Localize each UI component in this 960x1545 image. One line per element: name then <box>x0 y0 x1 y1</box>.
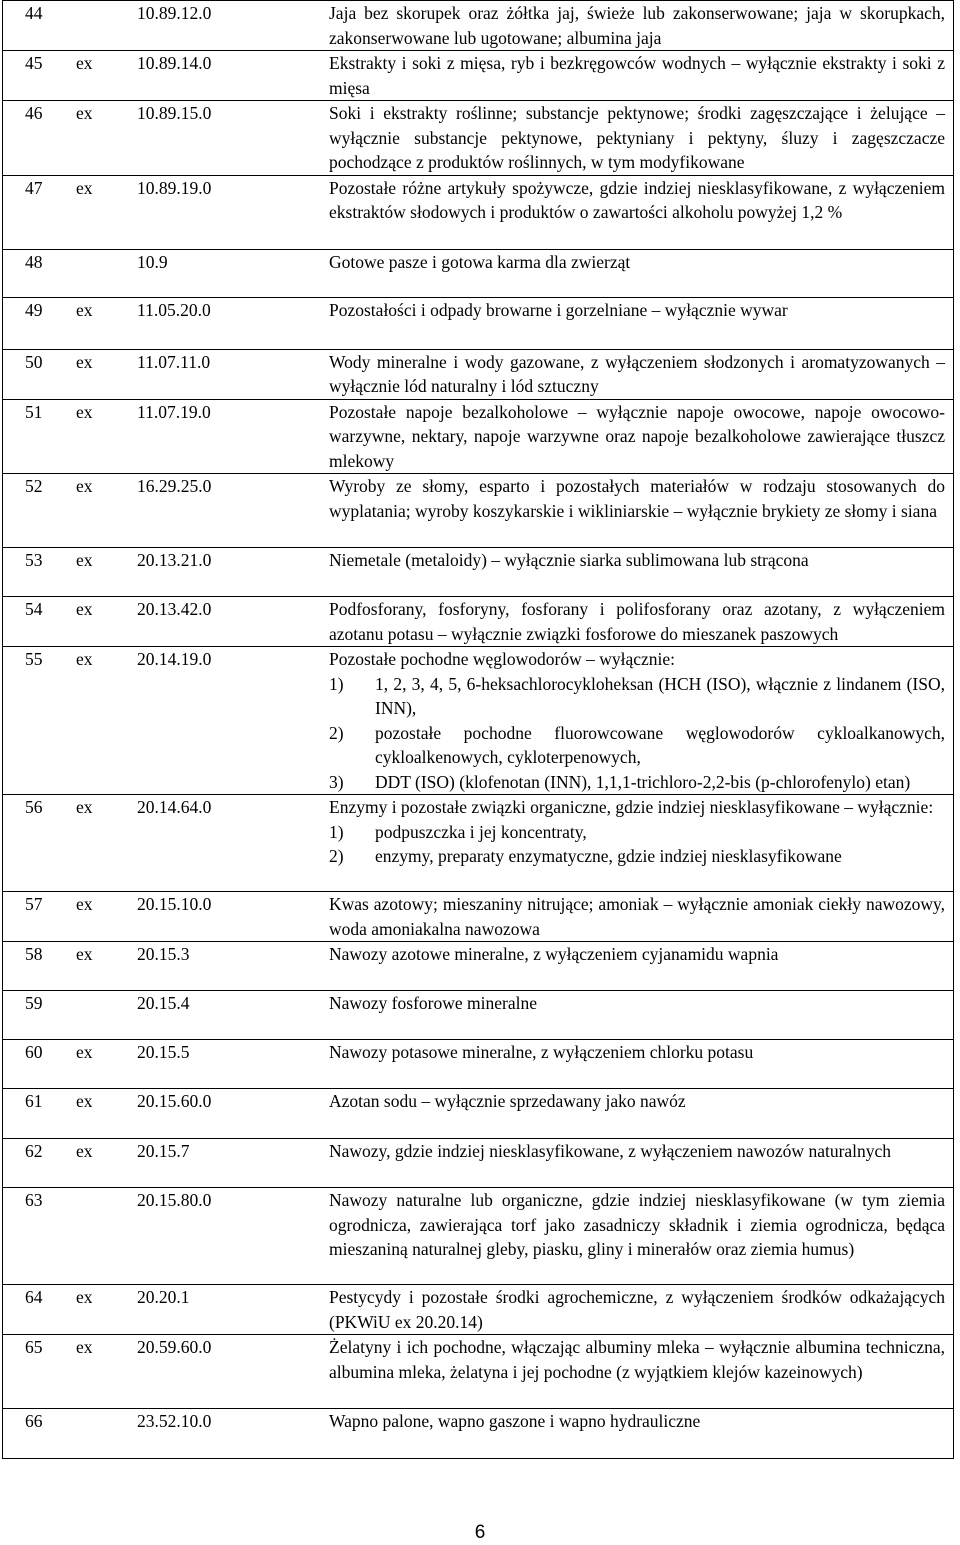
sub-item-text: pozostałe pochodne fluorowcowane węglowodorów cykloalkanowych, cykloalkenowych, cykloterpenowych, <box>375 722 945 767</box>
description-text: Ekstrakty i soki z mięsa, ryb i bezkręgowców wodnych – wyłącznie ekstrakty i soki z mięsa <box>329 53 945 98</box>
table-row <box>3 991 954 1040</box>
description-text: Pozostałe różne artykuły spożywcze, gdzie indziej niesklasyfikowane, z wyłączeniem ekstraktów słodowych i produktów o zawartości alkoholu powyżej 1,2 % <box>329 177 945 222</box>
table-row <box>3 297 954 349</box>
description-cell <box>313 647 954 795</box>
table-row <box>3 1040 954 1089</box>
ex-marker: ex <box>76 177 93 198</box>
row-number: 52 <box>25 476 43 496</box>
pkwiu-code: 20.15.60.0 <box>137 1091 212 1111</box>
table-row <box>3 175 954 249</box>
row-number: 47 <box>25 177 43 198</box>
table-row <box>3 647 954 795</box>
pkwiu-code: 11.05.20.0 <box>137 299 211 320</box>
ex-marker: ex <box>76 1091 93 1111</box>
pkwiu-code: 16.29.25.0 <box>137 476 212 496</box>
table-row <box>3 51 954 101</box>
sub-item-text: podpuszczka i jej koncentraty, <box>375 821 587 842</box>
description-text: Nawozy azotowe mineralne, z wyłączeniem cyjanamidu wapnia <box>329 944 779 964</box>
code-cell <box>3 1409 314 1459</box>
row-number: 50 <box>25 351 43 372</box>
sub-item-number: 1) <box>329 821 344 842</box>
ex-marker: ex <box>76 53 93 73</box>
ex-marker: ex <box>76 894 93 914</box>
code-cell <box>3 892 314 942</box>
code-cell <box>3 1040 314 1089</box>
description-cell <box>313 474 954 548</box>
description-cell <box>313 1089 954 1139</box>
description-cell <box>313 399 954 474</box>
goods-table <box>2 0 954 1459</box>
description-cell <box>313 548 954 597</box>
table-row <box>3 399 954 474</box>
description-text: Pozostałe pochodne węglowodorów – wyłącznie: <box>329 649 676 669</box>
pkwiu-code: 20.14.64.0 <box>137 797 212 817</box>
sub-item <box>329 844 945 869</box>
description-text: Nawozy, gdzie indziej niesklasyfikowane, z wyłączeniem nawozów naturalnych <box>329 1141 892 1161</box>
code-cell <box>3 1 314 51</box>
code-cell <box>3 1188 314 1285</box>
sub-item-text: DDT (ISO) (klofenotan (INN), 1,1,1-trichloro-2,2-bis (p-chlorofenylo) etan) <box>375 771 911 792</box>
description-cell <box>313 1 954 51</box>
row-number: 45 <box>25 53 43 73</box>
sub-item-text: 1, 2, 3, 4, 5, 6-heksachlorocykloheksan (HCH (ISO), włącznie z lindanem (ISO, INN), <box>375 673 945 718</box>
pkwiu-code: 20.20.1 <box>137 1287 190 1307</box>
ex-marker: ex <box>76 1337 93 1357</box>
ex-marker: ex <box>76 476 93 496</box>
description-text: Nawozy naturalne lub organiczne, gdzie indziej niesklasyfikowane (w tym ziemia ogrodnicza, zawierająca torf jako zasadniczy składnik i ziemia ogrodnicza, będąca mieszaniną naturalnej gleby, piasku, gliny i minerałów oraz ziemia humus) <box>329 1190 945 1259</box>
pkwiu-code: 11.07.11.0 <box>137 351 211 372</box>
code-cell <box>3 1139 314 1188</box>
code-cell <box>3 175 314 249</box>
sub-item-number: 3) <box>329 771 344 792</box>
ex-marker <box>76 1409 137 1434</box>
code-cell <box>3 249 314 297</box>
code-cell <box>3 51 314 101</box>
row-number: 44 <box>25 3 43 23</box>
ex-marker: ex <box>76 1141 93 1161</box>
table-row <box>3 1139 954 1188</box>
description-text: Wapno palone, wapno gaszone i wapno hydrauliczne <box>329 1411 701 1431</box>
description-text: Wyroby ze słomy, esparto i pozostałych materiałów w rodzaju stosowanych do wyplatania; wyroby koszykarskie i wikliniarskie – wyłącznie brykiety ze słomy i siana <box>329 476 945 521</box>
row-number: 59 <box>25 993 43 1013</box>
description-cell <box>313 1040 954 1089</box>
row-number: 65 <box>25 1337 43 1357</box>
description-cell <box>313 892 954 942</box>
description-cell <box>313 942 954 991</box>
sub-item-number: 2) <box>329 722 344 743</box>
description-cell <box>313 297 954 349</box>
table-row <box>3 892 954 942</box>
pkwiu-code: 20.15.3 <box>137 944 190 964</box>
code-cell <box>3 101 314 176</box>
description-text: Pestycydy i pozostałe środki agrochemiczne, z wyłączeniem środków odkażających (PKWiU ex 20.20.14) <box>329 1287 945 1332</box>
description-text: Enzymy i pozostałe związki organiczne, gdzie indziej niesklasyfikowane – wyłącznie: <box>329 797 934 817</box>
pkwiu-code: 20.15.5 <box>137 1042 190 1062</box>
ex-marker: ex <box>76 550 93 570</box>
code-cell <box>3 1285 314 1335</box>
description-cell <box>313 1139 954 1188</box>
ex-marker: ex <box>76 103 93 123</box>
pkwiu-code: 10.89.12.0 <box>137 3 212 23</box>
pkwiu-code: 11.07.19.0 <box>137 401 211 422</box>
sub-item <box>329 672 945 721</box>
table-row <box>3 1335 954 1409</box>
table-row <box>3 1188 954 1285</box>
description-text: Niemetale (metaloidy) – wyłącznie siarka sublimowana lub strącona <box>329 550 809 570</box>
sub-item <box>329 820 945 845</box>
table-row <box>3 597 954 647</box>
description-text: Nawozy fosforowe mineralne <box>329 993 537 1013</box>
pkwiu-code: 23.52.10.0 <box>137 1411 212 1431</box>
table-row <box>3 795 954 892</box>
description-text: Jaja bez skorupek oraz żółtka jaj, świeże lub zakonserwowane; jaja w skorupkach, zakonserwowane lub ugotowane; albumina jaja <box>329 3 945 48</box>
description-cell <box>313 349 954 399</box>
description-cell <box>313 249 954 297</box>
sub-item-text: enzymy, preparaty enzymatyczne, gdzie indziej niesklasyfikowane <box>375 846 842 866</box>
table-row <box>3 548 954 597</box>
code-cell <box>3 597 314 647</box>
row-number: 60 <box>25 1042 43 1062</box>
ex-marker <box>76 991 137 1016</box>
row-number: 63 <box>25 1190 43 1210</box>
ex-marker: ex <box>76 1042 93 1062</box>
pkwiu-code: 20.13.42.0 <box>137 599 212 619</box>
description-cell <box>313 795 954 892</box>
sub-item-number: 2) <box>329 846 344 866</box>
row-number: 56 <box>25 797 43 817</box>
ex-marker <box>76 250 137 275</box>
description-text: Pozostałe napoje bezalkoholowe – wyłącznie napoje owocowe, napoje owocowo-warzywne, nektary, napoje warzywne oraz napoje bezalkoholowe zawierające tłuszcz mlekowy <box>329 401 945 471</box>
description-text: Gotowe pasze i gotowa karma dla zwierząt <box>329 251 631 272</box>
description-text: Nawozy potasowe mineralne, z wyłączeniem chlorku potasu <box>329 1042 754 1062</box>
code-cell <box>3 399 314 474</box>
ex-marker: ex <box>76 1287 93 1307</box>
sub-item-number: 1) <box>329 673 344 694</box>
code-cell <box>3 1335 314 1409</box>
row-number: 58 <box>25 944 43 964</box>
description-cell <box>313 51 954 101</box>
pkwiu-code: 20.13.21.0 <box>137 550 212 570</box>
ex-marker <box>76 1188 137 1213</box>
description-cell <box>313 1335 954 1409</box>
code-cell <box>3 474 314 548</box>
pkwiu-code: 20.15.4 <box>137 993 190 1013</box>
row-number: 66 <box>25 1411 43 1431</box>
row-number: 61 <box>25 1091 43 1111</box>
sub-item <box>329 770 945 795</box>
pkwiu-code: 10.89.19.0 <box>137 177 212 198</box>
ex-marker: ex <box>76 599 93 619</box>
pkwiu-code: 10.9 <box>137 251 168 272</box>
table-body <box>3 1 954 1459</box>
description-cell <box>313 1285 954 1335</box>
description-text: Wody mineralne i wody gazowane, z wyłączeniem słodzonych i aromatyzowanych – wyłącznie lód naturalny i lód sztuczny <box>329 351 945 396</box>
row-number: 53 <box>25 550 43 570</box>
ex-marker: ex <box>76 649 93 669</box>
ex-marker <box>76 1 137 26</box>
code-cell <box>3 1089 314 1139</box>
row-number: 62 <box>25 1141 43 1161</box>
ex-marker: ex <box>76 299 93 320</box>
row-number: 48 <box>25 251 43 272</box>
table-row <box>3 474 954 548</box>
ex-marker: ex <box>76 797 93 817</box>
table-row <box>3 1 954 51</box>
description-text: Soki i ekstrakty roślinne; substancje pektynowe; środki zagęszczające i żelujące – wyłącznie substancje pektynowe, pektyniany i pektyny, śluzy i zagęszczacze pochodzące z produktów roślinnych, w tym modyfikowane <box>329 103 945 172</box>
description-text: Żelatyny i ich pochodne, włączając albuminy mleka – wyłącznie albumina techniczna, albumina mleka, żelatyna i jej pochodne (z wyjątkiem klejów kazeinowych) <box>329 1337 945 1382</box>
pkwiu-code: 20.15.7 <box>137 1141 190 1161</box>
table-row <box>3 101 954 176</box>
row-number: 46 <box>25 103 43 123</box>
code-cell <box>3 991 314 1040</box>
ex-marker: ex <box>76 351 93 372</box>
row-number: 51 <box>25 401 43 422</box>
description-cell <box>313 991 954 1040</box>
sub-item <box>329 721 945 770</box>
description-text: Kwas azotowy; mieszaniny nitrujące; amoniak – wyłącznie amoniak ciekły nawozowy, woda amoniakalna nawozowa <box>329 894 945 939</box>
table-row <box>3 942 954 991</box>
ex-marker: ex <box>76 401 93 422</box>
description-text: Podfosforany, fosforyny, fosforany i polifosforany oraz azotany, z wyłączeniem azotanu potasu – wyłącznie związki fosforowe do mieszanek paszowych <box>329 599 945 644</box>
table-row <box>3 1285 954 1335</box>
description-cell <box>313 101 954 176</box>
table-row <box>3 1409 954 1459</box>
description-cell <box>313 175 954 249</box>
row-number: 64 <box>25 1287 43 1307</box>
ex-marker: ex <box>76 944 93 964</box>
table-row <box>3 249 954 297</box>
description-text: Azotan sodu – wyłącznie sprzedawany jako nawóz <box>329 1091 686 1111</box>
code-cell <box>3 548 314 597</box>
code-cell <box>3 349 314 399</box>
row-number: 57 <box>25 894 43 914</box>
pkwiu-code: 20.14.19.0 <box>137 649 212 669</box>
description-cell <box>313 597 954 647</box>
row-number: 49 <box>25 299 43 320</box>
description-text: Pozostałości i odpady browarne i gorzelniane – wyłącznie wywar <box>329 299 788 320</box>
code-cell <box>3 297 314 349</box>
pkwiu-code: 10.89.15.0 <box>137 103 212 123</box>
description-cell <box>313 1188 954 1285</box>
pkwiu-code: 20.15.80.0 <box>137 1190 212 1210</box>
page-number: 6 <box>474 1522 486 1543</box>
row-number: 54 <box>25 599 43 619</box>
row-number: 55 <box>25 649 43 669</box>
code-cell <box>3 795 314 892</box>
table-row <box>3 349 954 399</box>
pkwiu-code: 20.59.60.0 <box>137 1337 212 1357</box>
description-cell <box>313 1409 954 1459</box>
code-cell <box>3 942 314 991</box>
code-cell <box>3 647 314 795</box>
pkwiu-code: 10.89.14.0 <box>137 53 212 73</box>
pkwiu-code: 20.15.10.0 <box>137 894 212 914</box>
table-row <box>3 1089 954 1139</box>
